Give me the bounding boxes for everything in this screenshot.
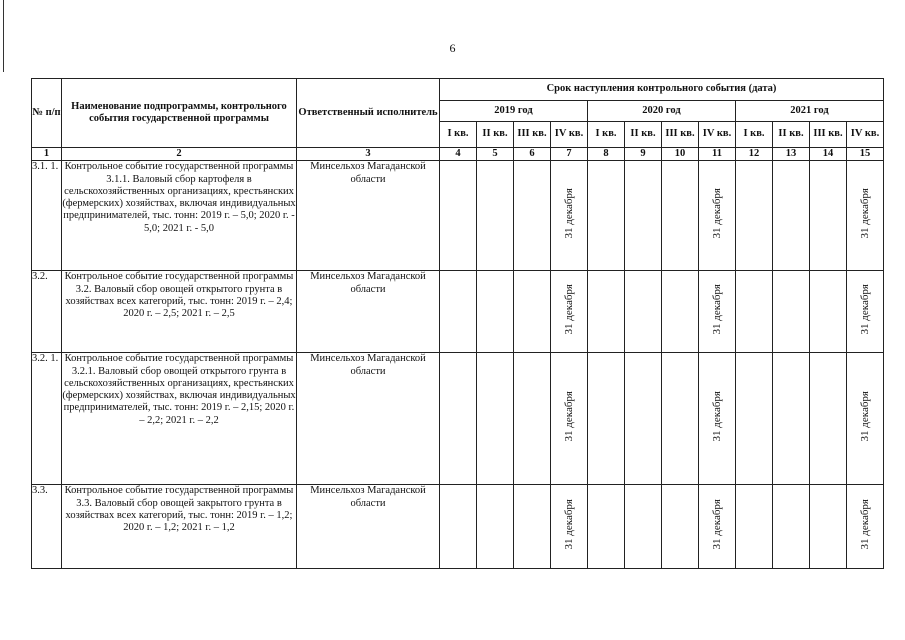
table-row <box>32 485 884 569</box>
event-description: Контрольное событие государственной программы 3.2. Валовый сбор овощей открытого грунта в хозяйствах всех категорий, тыс. тонн: 2019 г. – 2,4; 2020 г. – 2,5; 2021 г. – 2,5 <box>62 271 297 353</box>
quarter-cell <box>440 271 477 353</box>
column-number: 4 <box>440 148 477 161</box>
quarter-header: IV кв. <box>847 122 884 148</box>
quarter-cell <box>699 485 736 569</box>
quarter-cell <box>810 161 847 271</box>
quarter-header: II кв. <box>625 122 662 148</box>
quarter-cell <box>773 271 810 353</box>
margin-rule <box>3 0 4 72</box>
quarter-cell <box>588 161 625 271</box>
quarter-header: IV кв. <box>551 122 588 148</box>
quarter-cell <box>736 485 773 569</box>
quarter-header: II кв. <box>477 122 514 148</box>
quarter-cell <box>810 485 847 569</box>
column-number: 6 <box>514 148 551 161</box>
header-deadline: Срок наступления контрольного события (дата) <box>440 79 884 101</box>
deadline-date: 31 декабря <box>859 391 871 442</box>
quarter-cell <box>625 353 662 485</box>
quarter-cell <box>736 271 773 353</box>
deadline-date: 31 декабря <box>859 284 871 335</box>
quarter-cell <box>810 271 847 353</box>
header-no: № п/п <box>32 79 62 148</box>
column-number: 10 <box>662 148 699 161</box>
quarter-cell <box>736 161 773 271</box>
event-description: Контрольное событие государственной программы 3.3. Валовый сбор овощей закрытого грунта в хозяйствах всех категорий, тыс. тонн: 2019 г. – 1,2; 2020 г. – 1,2; 2021 г. – 1,2 <box>62 485 297 569</box>
quarter-cell <box>477 161 514 271</box>
deadline-date: 31 декабря <box>563 391 575 442</box>
responsible-executor: Минсельхоз Магаданской области <box>297 485 440 569</box>
row-number: 3.3. <box>32 485 62 569</box>
page-number: 6 <box>449 41 456 55</box>
quarter-cell <box>662 271 699 353</box>
quarter-header: III кв. <box>662 122 699 148</box>
quarter-cell <box>810 353 847 485</box>
deadline-date: 31 декабря <box>711 188 723 239</box>
quarter-cell <box>514 353 551 485</box>
quarter-header: III кв. <box>514 122 551 148</box>
quarter-header: III кв. <box>810 122 847 148</box>
quarter-header: II кв. <box>773 122 810 148</box>
column-number: 15 <box>847 148 884 161</box>
column-number: 5 <box>477 148 514 161</box>
year-header-2021: 2021 год <box>736 101 884 122</box>
quarter-cell <box>477 485 514 569</box>
column-number: 3 <box>297 148 440 161</box>
column-number: 9 <box>625 148 662 161</box>
column-number: 14 <box>810 148 847 161</box>
quarter-cell <box>588 353 625 485</box>
quarter-header: IV кв. <box>699 122 736 148</box>
quarter-cell <box>773 161 810 271</box>
row-number: 3.2. <box>32 271 62 353</box>
header-executor: Ответственный исполнитель <box>297 79 440 148</box>
year-header-2019: 2019 год <box>440 101 588 122</box>
quarter-cell <box>847 485 884 569</box>
quarter-cell <box>662 161 699 271</box>
column-number: 1 <box>32 148 62 161</box>
quarter-cell <box>551 353 588 485</box>
quarter-cell <box>551 485 588 569</box>
table-row <box>32 271 884 353</box>
header-name: Наименование подпрограммы, контрольного события государственной программы <box>62 79 297 148</box>
quarter-cell <box>847 161 884 271</box>
responsible-executor: Минсельхоз Магаданской области <box>297 161 440 271</box>
quarter-cell <box>514 161 551 271</box>
deadline-date: 31 декабря <box>859 499 871 550</box>
quarter-header: I кв. <box>588 122 625 148</box>
table-row <box>32 353 884 485</box>
quarter-cell <box>477 271 514 353</box>
column-number: 12 <box>736 148 773 161</box>
quarter-cell <box>440 161 477 271</box>
column-number: 8 <box>588 148 625 161</box>
quarter-cell <box>440 485 477 569</box>
quarter-cell <box>847 353 884 485</box>
row-number: 3.2. 1. <box>32 353 62 485</box>
quarter-cell <box>551 271 588 353</box>
quarter-cell <box>440 353 477 485</box>
table-row <box>32 161 884 271</box>
event-description: Контрольное событие государственной программы 3.1.1. Валовый сбор картофеля в сельскохозяйственных организациях, крестьянских (фермерских) хозяйствах, включая индивидуальных предпринимателей, тыс. тонн: 2019 г. – 5,0; 2020 г. - 5,0; 2021 г. - 5,0 <box>62 161 297 271</box>
quarter-cell <box>625 161 662 271</box>
year-header-2020: 2020 год <box>588 101 736 122</box>
quarter-cell <box>662 485 699 569</box>
responsible-executor: Минсельхоз Магаданской области <box>297 353 440 485</box>
column-number: 7 <box>551 148 588 161</box>
column-number: 11 <box>699 148 736 161</box>
quarter-cell <box>514 485 551 569</box>
deadline-date: 31 декабря <box>563 188 575 239</box>
quarter-header: I кв. <box>440 122 477 148</box>
quarter-cell <box>625 271 662 353</box>
quarter-cell <box>699 271 736 353</box>
quarter-cell <box>625 485 662 569</box>
deadline-date: 31 декабря <box>711 391 723 442</box>
quarter-cell <box>773 353 810 485</box>
column-number: 13 <box>773 148 810 161</box>
deadline-date: 31 декабря <box>859 188 871 239</box>
deadline-date: 31 декабря <box>711 284 723 335</box>
quarter-cell <box>477 353 514 485</box>
quarter-cell <box>514 271 551 353</box>
quarter-cell <box>847 271 884 353</box>
quarter-cell <box>588 485 625 569</box>
event-description: Контрольное событие государственной программы 3.2.1. Валовый сбор овощей открытого грунта в сельскохозяйственных организациях, крестьянских (фермерских) хозяйствах, включая индивидуальных предпринимателей, тыс. тонн: 2019 г. – 2,15; 2020 г. – 2,2; 2021 г. – 2,2 <box>62 353 297 485</box>
quarter-header: I кв. <box>736 122 773 148</box>
quarter-cell <box>551 161 588 271</box>
quarter-cell <box>773 485 810 569</box>
quarter-cell <box>588 271 625 353</box>
deadline-date: 31 декабря <box>563 284 575 335</box>
deadline-date: 31 декабря <box>711 499 723 550</box>
quarter-cell <box>736 353 773 485</box>
quarter-cell <box>699 353 736 485</box>
deadline-date: 31 декабря <box>563 499 575 550</box>
control-events-table <box>31 78 884 569</box>
column-number: 2 <box>62 148 297 161</box>
responsible-executor: Минсельхоз Магаданской области <box>297 271 440 353</box>
quarter-cell <box>699 161 736 271</box>
quarter-cell <box>662 353 699 485</box>
row-number: 3.1. 1. <box>32 161 62 271</box>
